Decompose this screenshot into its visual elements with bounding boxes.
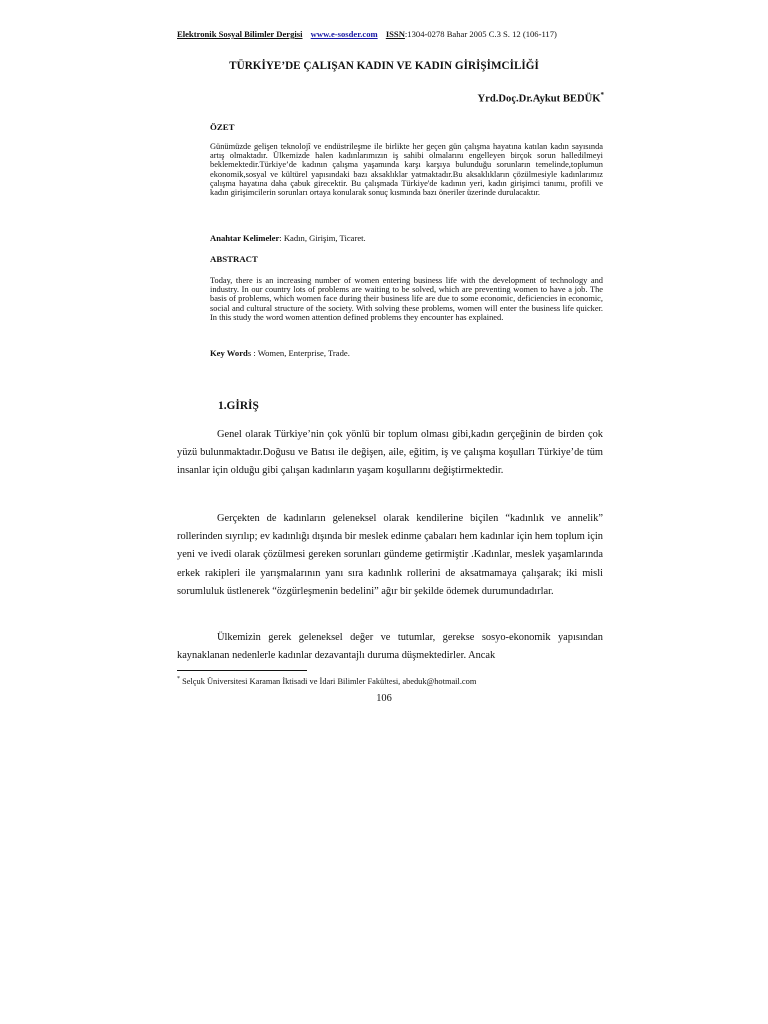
section-heading-giris: 1.GİRİŞ [218,400,259,412]
footnote-mark: * [177,676,180,682]
journal-name: Elektronik Sosyal Bilimler Dergisi [177,29,303,39]
footnote-divider [177,670,307,671]
paragraph [177,510,603,601]
footnote [177,676,476,686]
issn-label: ISSN [385,29,405,39]
anahtar-value: : Kadın, Girişim, Ticaret. [279,233,366,243]
keywords-label: Key Word [210,348,248,358]
anahtar-kelimeler [210,233,366,243]
abstract-heading: ABSTRACT [210,254,258,264]
abstract-text: Today, there is an increasing number of women entering business life with the development of technology and industry. In our country lots of problems are waiting to be solved, which are preventing women to have a job. The basis of problems, which women face during their business life are due to some economic, deficiencies in economic, social and cultural structure of the society. With solving these problems, women will enter the business life quicker. In this study the word women attention defined problems they encounter has explained. [210,276,603,322]
paragraph-text: Gerçekten de kadınların geleneksel olarak kendilerine biçilen “kadınlık ve annelik” rollerinden sıyrılıp; ev kadınlığı dışında bir meslek edinme çabaları hem kadınlar için hem toplum için yeni ve ivedi olarak çözülmesi gereken sorunları gündeme getirmiştir .Kadınlar, meslek yaşamlarında erkek rakipleri ile yarışmalarının yanı sıra kadınlık rollerini de aksatmamaya çalışarak; iki misli sorumluluk üstlenerek “özgürleşmenin bedelini” ağır bir şekilde ödemek durumundadırlar. [177,513,603,597]
anahtar-label: Anahtar Kelimeler [210,233,280,243]
keywords-value: : Women, Enterprise, Trade. [251,348,350,358]
ozet-heading: ÖZET [210,122,235,132]
journal-url-link[interactable]: www.e-sosder.com [310,29,378,39]
paragraph [177,629,603,665]
key-words [210,348,350,358]
keywords-suffix: s [247,348,252,358]
author-line [477,91,604,105]
author-name: Yrd.Doç.Dr.Aykut BEDÜK [477,93,601,105]
ozet-text: Günümüzde gelişen teknolojî ve endüstrileşme ile birlikte her geçen gün çalışma hayatına katılan kadın sayısında artış olmaktadır. Ülkemizde halen kadınlarımızın iş sahibi olmalarını engelleyen birçok sorun halledilmeyi beklemektedir.Türkiye’de kadının çalışma yaşamında karşı karşıya bulunduğu sorunların temelinde,toplumun ekonomik,sosyal ve kültürel yapısındaki bazı aksaklıklar yatmaktadır.Bu aksaklıkların çözülmesiyle kadınlarımız çalışma hayatına daha çabuk girecektir. Bu çalışmada Türkiye'de kadının yeri, kadın girişimci tanımı, profili ve kadın girişimcilerin sorunları ortaya konularak sonuç kısmında bazı öneriler üzerinde durulacaktır. [210,142,603,198]
paragraph [177,426,603,481]
author-footnote-mark: * [600,91,604,99]
paper-title: TÜRKİYE’DE ÇALIŞAN KADIN VE KADIN GİRİŞİMCİLİĞİ [229,60,539,72]
paragraph-text: Genel olarak Türkiye’nin çok yönlü bir toplum olması gibi,kadın gerçeğinin de birden çok yüzü bulunmaktadır.Doğusu ve Batısı ile değişen, aile, eğitim, iş ve çalışma koşulları Türkiye’de tüm insanlar için olduğu gibi çalışan kadınların yaşam koşullarını değiştirmektedir. [177,429,603,477]
footnote-text: Selçuk Üniversitesi Karaman İktisadi ve İdari Bilimler Fakültesi, abeduk@hotmail.com [180,676,477,686]
page-number: 106 [376,693,392,704]
journal-header [177,29,607,39]
paragraph-text: Ülkemizin gerek geleneksel değer ve tutumlar, gerekse sosyo-ekonomik yapısından kaynaklanan nedenlerle kadınlar dezavantajlı duruma düşmektedirler. Ancak [177,632,603,662]
issn-info: :1304-0278 Bahar 2005 C.3 S. 12 (106-117) [404,29,557,39]
